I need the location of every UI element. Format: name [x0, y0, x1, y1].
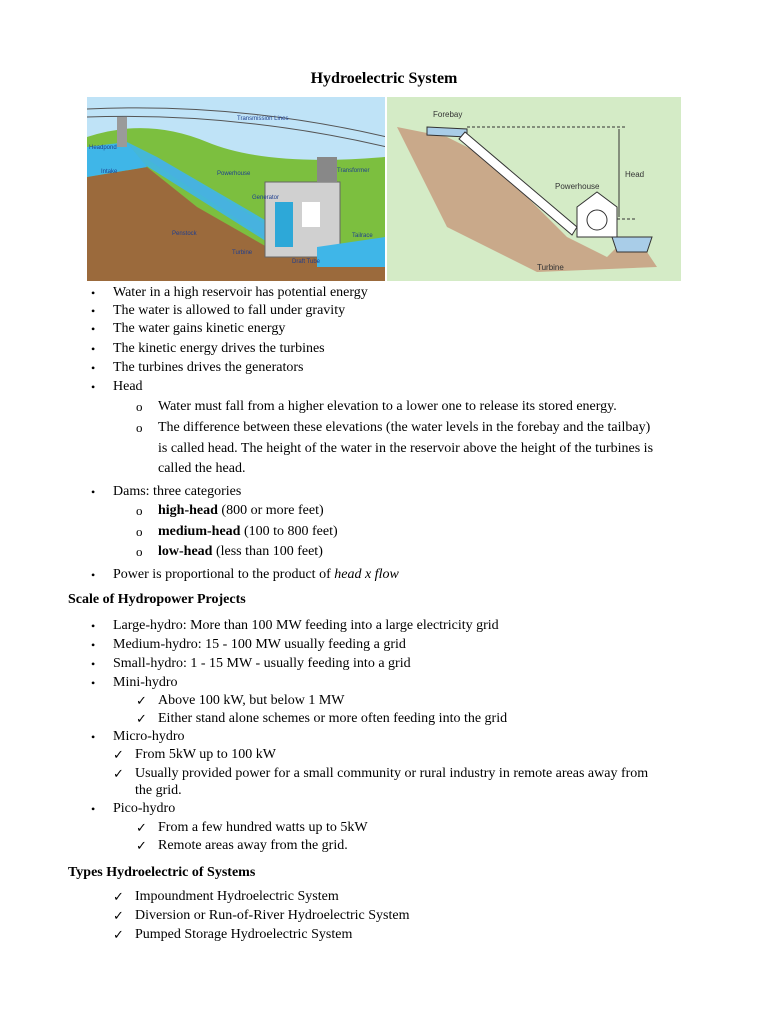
sub-item: Water must fall from a higher elevation to a lower one to release its stored energy.: [158, 399, 617, 414]
list-item: Large-hydro: More than 100 MW feeding into a large electricity grid: [113, 618, 499, 633]
sub-item: Either stand alone schemes or more often feeding into the grid: [158, 711, 508, 726]
bullet-glyph: •: [91, 304, 96, 318]
check-icon: ✓: [136, 711, 147, 726]
sub-item: The difference between these elevations (the water levels in the forebay and the tailbay): [158, 420, 651, 435]
label-transmission-lines: Transmission Lines: [237, 116, 289, 122]
list-item: The water is allowed to fall under gravity: [113, 303, 346, 318]
label-powerhouse: Powerhouse: [217, 171, 251, 177]
list-item: Diversion or Run-of-River Hydroelectric System: [135, 908, 410, 923]
list-item: Head: [113, 379, 143, 394]
bullet-glyph: •: [91, 657, 96, 671]
label-head: Head: [625, 170, 645, 179]
bullet-glyph: •: [91, 730, 96, 744]
bullet-glyph: •: [91, 676, 96, 690]
head-diagram: [387, 97, 681, 281]
sub-item-continued: is called head. The height of the water in the reservoir above the height of the turbines is: [158, 441, 654, 456]
list-item: Impoundment Hydroelectric System: [135, 889, 339, 904]
check-icon: ✓: [113, 766, 124, 781]
circle-glyph: o: [136, 524, 143, 539]
label-generator: Generator: [252, 195, 280, 201]
list-item: Mini-hydro: [113, 675, 178, 690]
check-icon: ✓: [136, 693, 147, 708]
label-penstock: Penstock: [172, 231, 197, 237]
bullet-glyph: •: [91, 485, 96, 499]
label-powerhouse-right: Powerhouse: [555, 182, 600, 191]
list-item: Dams: three categories: [113, 484, 242, 499]
bullet-glyph: •: [91, 638, 96, 652]
sub-item: From a few hundred watts up to 5kW: [158, 820, 368, 835]
check-icon: ✓: [113, 889, 124, 904]
circle-glyph: o: [136, 503, 143, 518]
list-item: Small-hydro: 1 - 15 MW - usually feeding into a grid: [113, 656, 411, 671]
hydro-dam-illustration: [87, 97, 385, 281]
label-forebay: Forebay: [433, 110, 463, 119]
sub-item: Remote areas away from the grid.: [158, 838, 348, 853]
section-heading: Scale of Hydropower Projects: [68, 592, 246, 607]
list-item: The water gains kinetic energy: [113, 321, 286, 336]
head-illustration: [387, 97, 681, 281]
check-icon: ✓: [113, 927, 124, 942]
bullet-glyph: •: [91, 802, 96, 816]
list-item: Water in a high reservoir has potential energy: [113, 285, 368, 300]
label-draft-tube: Draft Tube: [292, 259, 321, 265]
circle-glyph: o: [136, 544, 143, 559]
list-item: The kinetic energy drives the turbines: [113, 341, 325, 356]
label-tailrace: Tailrace: [352, 233, 373, 239]
list-item: The turbines drives the generators: [113, 360, 304, 375]
check-icon: ✓: [136, 820, 147, 835]
sub-item: Above 100 kW, but below 1 MW: [158, 693, 345, 708]
check-icon: ✓: [113, 747, 124, 762]
hydro-dam-diagram: [87, 97, 385, 281]
circle-glyph: o: [136, 399, 143, 414]
label-intake: Intake: [101, 169, 118, 175]
bullet-glyph: •: [91, 380, 96, 394]
dam-category: high-head (800 or more feet): [158, 503, 324, 518]
sub-item: From 5kW up to 100 kW: [135, 747, 276, 762]
bullet-glyph: •: [91, 619, 96, 633]
bullet-glyph: •: [91, 361, 96, 375]
bullet-glyph: •: [91, 568, 96, 582]
list-item: Micro-hydro: [113, 729, 185, 744]
dam-category: medium-head (100 to 800 feet): [158, 524, 338, 539]
bullet-glyph: •: [91, 342, 96, 356]
check-icon: ✓: [136, 838, 147, 853]
sub-item: Usually provided power for a small community or rural industry in remote areas away from: [135, 766, 649, 781]
circle-glyph: o: [136, 420, 143, 435]
label-transformer: Transformer: [337, 168, 370, 174]
dam-category: low-head (less than 100 feet): [158, 544, 323, 559]
bullet-glyph: •: [91, 286, 96, 300]
label-turbine: Turbine: [232, 250, 253, 256]
check-icon: ✓: [113, 908, 124, 923]
page-title: Hydroelectric System: [310, 70, 458, 87]
sub-item-continued: the grid.: [135, 783, 182, 798]
list-item: Power is proportional to the product of head x flow: [113, 567, 399, 582]
label-headpond: Headpond: [89, 145, 117, 151]
list-item: Pumped Storage Hydroelectric System: [135, 927, 353, 942]
label-turbine-right: Turbine: [537, 263, 564, 272]
list-item: Pico-hydro: [113, 801, 176, 816]
list-item: Medium-hydro: 15 - 100 MW usually feeding a grid: [113, 637, 406, 652]
sub-item-continued: called the head.: [158, 461, 246, 476]
section-heading: Types Hydroelectric of Systems: [68, 865, 256, 880]
bullet-glyph: •: [91, 322, 96, 336]
